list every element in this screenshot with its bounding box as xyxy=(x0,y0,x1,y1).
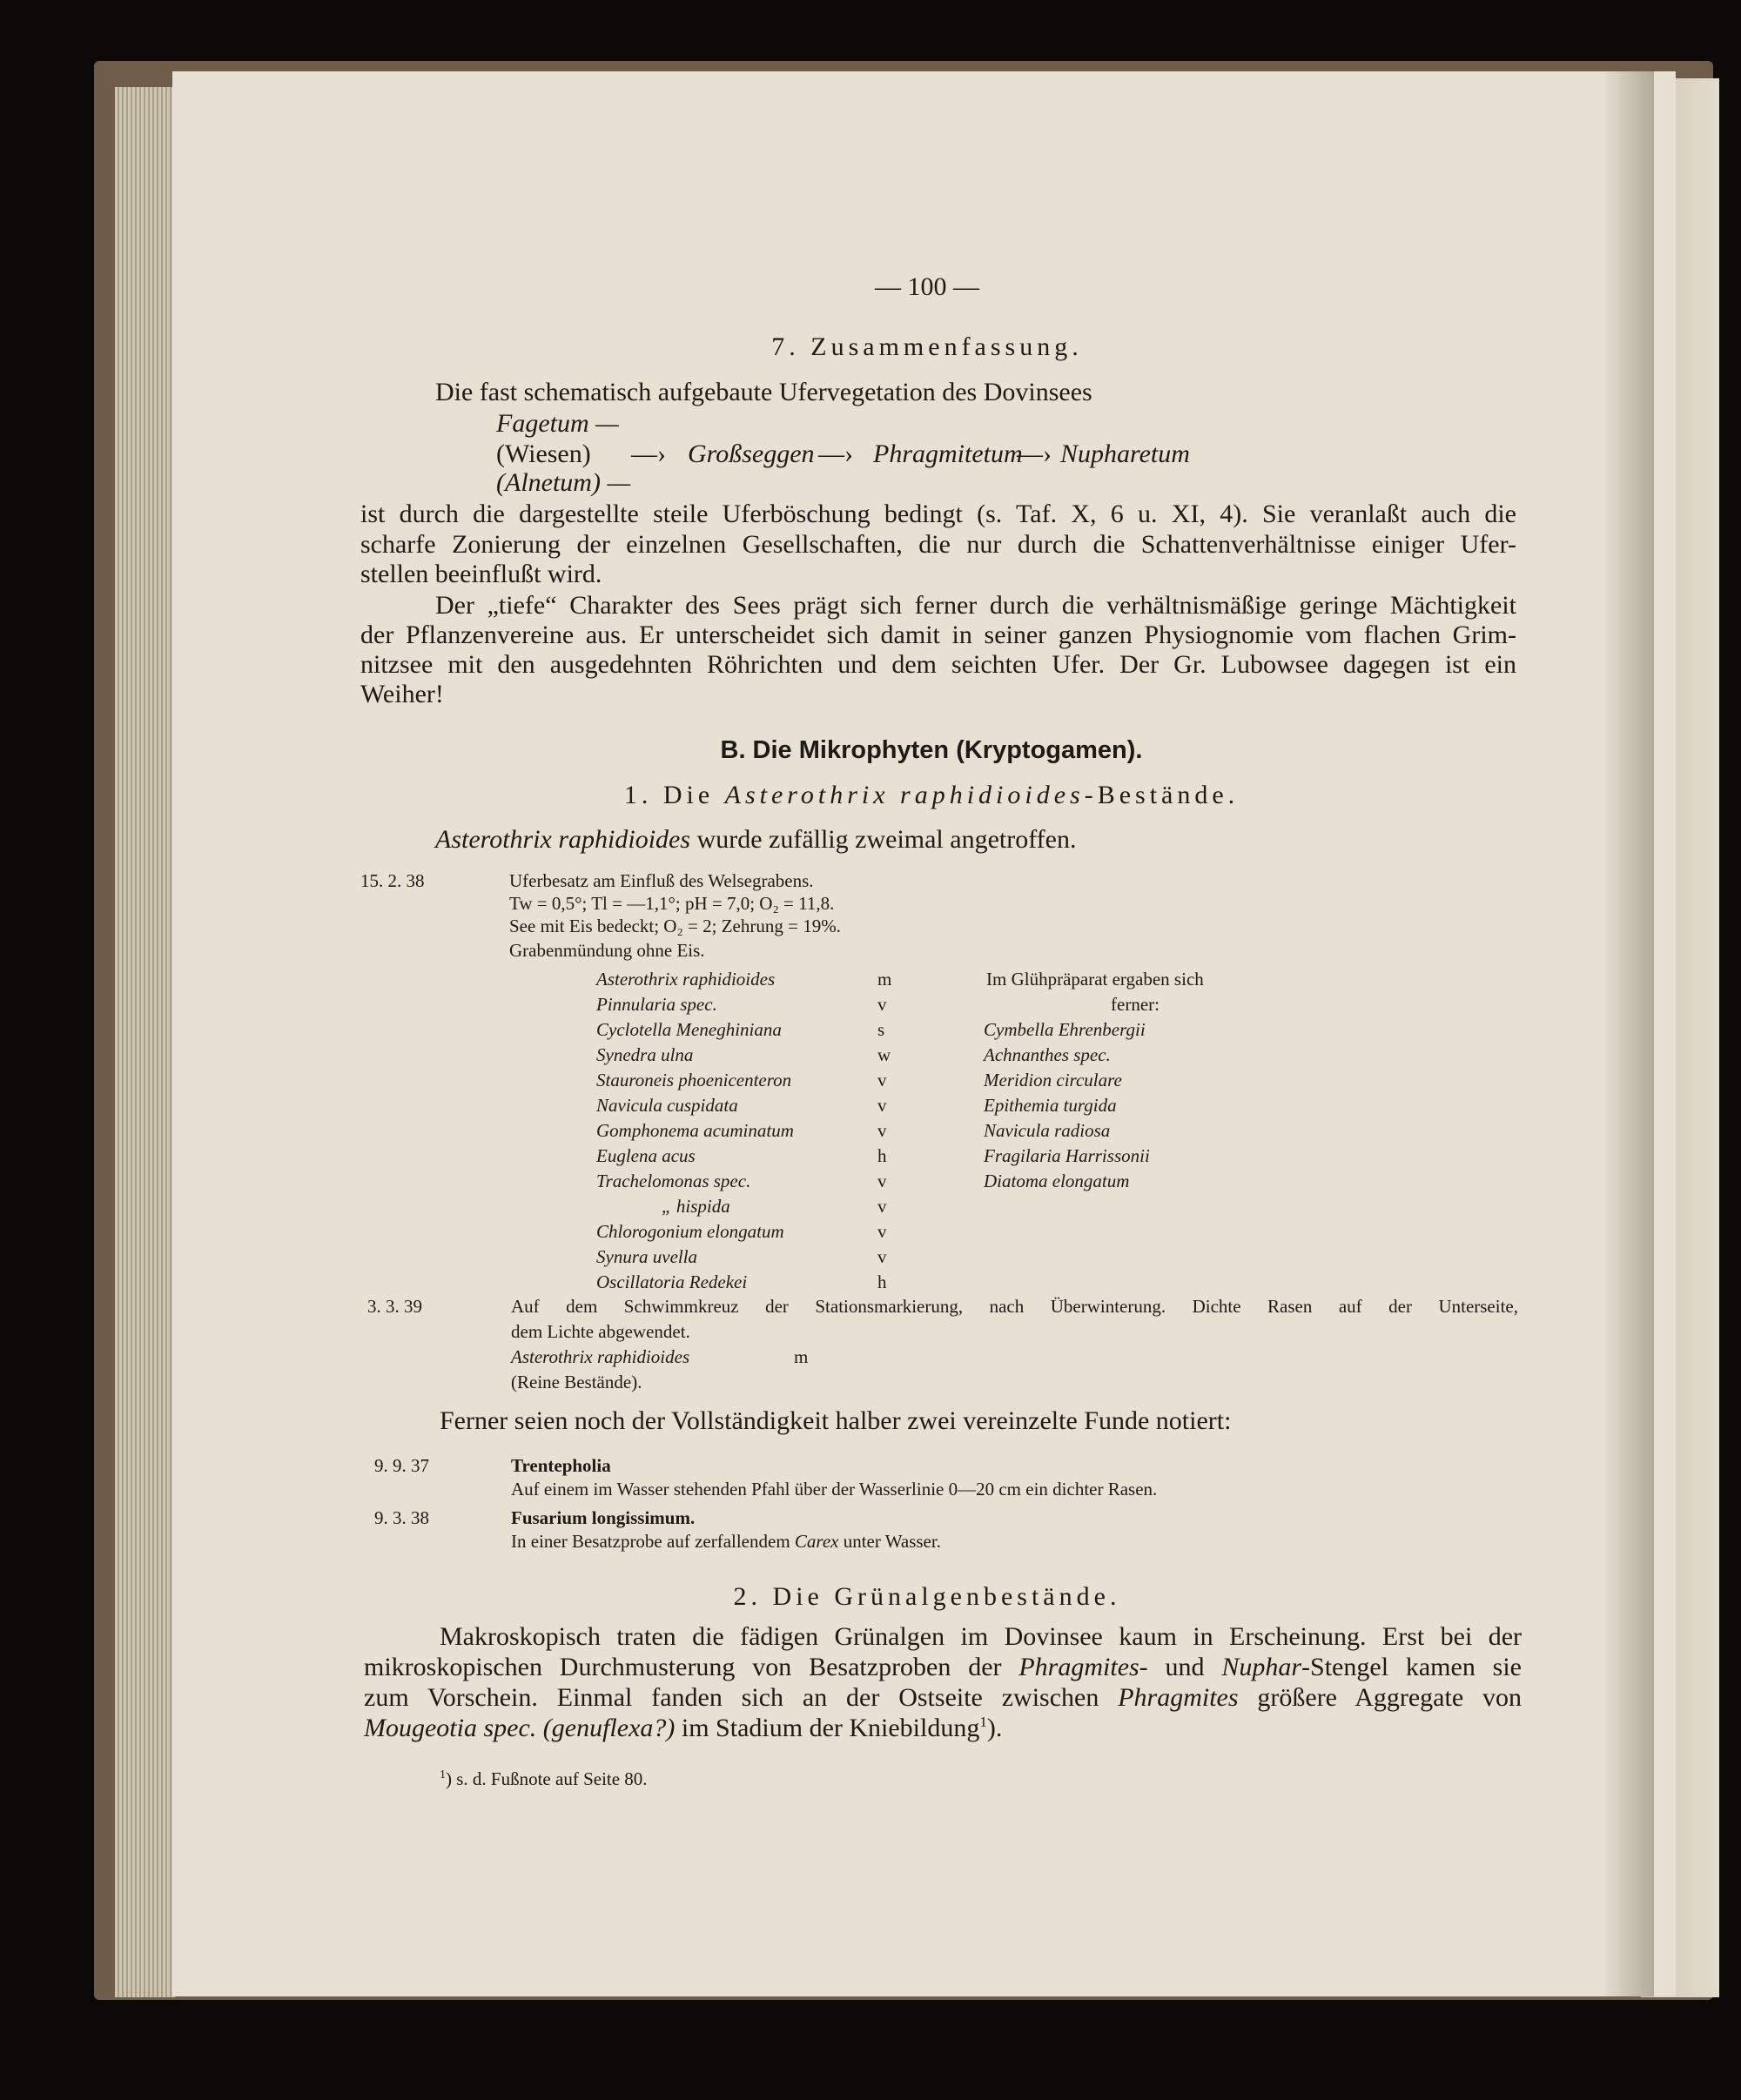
section2-line4: Mougeotia spec. (genuflexa?) im Stadium der Kniebildung$^1$). xyxy=(364,1714,1003,1742)
species-abundance: h xyxy=(877,1271,887,1292)
species-name: Stauroneis phoenicenteron xyxy=(596,1070,792,1090)
gluh-species: Achnanthes spec. xyxy=(984,1044,1111,1065)
species-name: Pinnularia spec. xyxy=(596,994,717,1015)
species-name: Chlorogonium elongatum xyxy=(596,1221,784,1242)
species-abundance: s xyxy=(877,1019,885,1040)
record2-line2: dem Lichte abgewendet. xyxy=(511,1321,690,1342)
record2-abundance: m xyxy=(794,1346,809,1367)
find1-date: 9. 9. 37 xyxy=(374,1455,429,1476)
find1-desc: Auf einem im Wasser stehenden Pfahl über der Wasserlinie 0—20 cm ein dichter Rasen. xyxy=(511,1479,1158,1500)
species-abundance: v xyxy=(877,1120,887,1141)
gluh-heading-line1: Im Glühpräparat ergaben sich xyxy=(986,969,1204,990)
record1-line2: Tw = 0,5°; Tl = —1,1°; pH = 7,0; O₂ = 11,8. xyxy=(509,893,835,914)
gluh-heading-line2: ferner: xyxy=(1111,994,1160,1015)
record1-date: 15. 2. 38 xyxy=(360,870,425,891)
diagram-arrow-2: —› xyxy=(818,439,853,468)
species-name: Gomphonema acuminatum xyxy=(596,1120,794,1141)
species-abundance: v xyxy=(877,994,887,1015)
find2-desc: In einer Besatzprobe auf zerfallendem Carex unter Wasser. xyxy=(511,1531,941,1552)
record2-note: (Reine Bestände). xyxy=(511,1372,642,1392)
diagram-fagetum: Fagetum — xyxy=(496,409,619,438)
further-intro: Ferner seien noch der Vollständigkeit halber zwei vereinzelte Funde notiert: xyxy=(440,1406,1232,1435)
section-b-heading: B. Die Mikrophyten (Kryptogamen). xyxy=(720,736,1143,764)
gluh-species: Cymbella Ehrenbergii xyxy=(984,1019,1146,1040)
record2-species: Asterothrix raphidioides xyxy=(511,1346,690,1367)
diagram-wiesen: (Wiesen) xyxy=(496,439,591,468)
binding-shadow xyxy=(1602,71,1654,1996)
gluh-species: Diatoma elongatum xyxy=(984,1171,1130,1191)
find2-date: 9. 3. 38 xyxy=(374,1507,429,1528)
species-name: Navicula cuspidata xyxy=(596,1095,738,1116)
diagram-nupharetum: Nupharetum xyxy=(1060,439,1190,468)
section2-line2: mikroskopischen Durchmusterung von Besatzproben der Phragmites- und Nuphar-Stengel kamen sie xyxy=(364,1653,1522,1681)
species-abundance: v xyxy=(877,1095,887,1116)
species-name: Asterothrix raphidioides xyxy=(596,969,776,990)
record1-line4: Grabenmündung ohne Eis. xyxy=(509,940,705,961)
species-abundance: v xyxy=(877,1196,887,1217)
para2-line3: nitzsee mit den ausgedehnten Röhrichten und dem seichten Ufer. Der Gr. Lubowsee dagegen ist ein xyxy=(360,650,1516,679)
subsection-2-heading: 2. Die Grünalgenbestände. xyxy=(733,1582,1121,1611)
diagram-grossseggen: Großseggen xyxy=(688,439,815,468)
species-name: Cyclotella Meneghiniana xyxy=(596,1019,782,1040)
para1-line2: scharfe Zonierung der einzelnen Gesellschaften, die nur durch die Schattenverhältnisse einiger Ufer- xyxy=(360,530,1516,559)
diagram-phragmitetum: Phragmitetum xyxy=(873,439,1023,468)
para2-line2: der Pflanzenvereine aus. Er unterscheidet sich damit in seiner ganzen Physiognomie vom flachen Grim- xyxy=(360,621,1516,649)
para2-line4: Weiher! xyxy=(360,680,444,708)
section2-line3: zum Vorschein. Einmal fanden sich an der Ostseite zwischen Phragmites größere Aggregate von xyxy=(364,1683,1522,1712)
para2-line1: Der „tiefe“ Charakter des Sees prägt sich ferner durch die verhältnismäßige geringe Mächtigkeit xyxy=(435,591,1516,620)
gluh-species: Epithemia turgida xyxy=(984,1095,1117,1116)
species-name: Synura uvella xyxy=(596,1246,698,1267)
gluh-species: Fragilaria Harrissonii xyxy=(984,1145,1150,1166)
summary-intro: Die fast schematisch aufgebaute Ufervegetation des Dovinsees xyxy=(435,378,1092,406)
species-abundance: v xyxy=(877,1070,887,1090)
diagram-alnetum: (Alnetum) — xyxy=(496,468,631,497)
gluh-species: Navicula radiosa xyxy=(984,1120,1111,1141)
find2-name: Fusarium longissimum. xyxy=(511,1507,696,1528)
species-name: Trachelomonas spec. xyxy=(596,1171,751,1191)
species-name: Oscillatoria Redekei xyxy=(596,1271,748,1292)
page-edges xyxy=(115,87,176,1997)
species-name: Synedra ulna xyxy=(596,1044,694,1065)
para1-line1: ist durch die dargestellte steile Uferböschung bedingt (s. Taf. X, 6 u. XI, 4). Sie veranlaßt auch die xyxy=(360,500,1516,528)
section2-line1: Makroskopisch traten die fädigen Grünalgen im Dovinsee kaum in Erscheinung. Erst bei der xyxy=(440,1622,1522,1651)
record2-date: 3. 3. 39 xyxy=(367,1296,422,1317)
species-abundance: v xyxy=(877,1221,887,1242)
record1-line3: See mit Eis bedeckt; O₂ = 2; Zehrung = 19%. xyxy=(509,916,841,936)
species-abundance: v xyxy=(877,1246,887,1267)
species-abundance: m xyxy=(877,969,892,990)
species-abundance: h xyxy=(877,1145,887,1166)
para1-line3: stellen beeinflußt wird. xyxy=(360,560,602,588)
page-number: — 100 — xyxy=(875,272,979,301)
diagram-arrow-3: —› xyxy=(1017,439,1052,468)
subsection-1-heading: 1. Die Asterothrix raphidioides-Bestände. xyxy=(623,781,1240,809)
species-name: Euglena acus xyxy=(596,1145,696,1166)
find1-name: Trentepholia xyxy=(511,1455,611,1476)
species-abundance: w xyxy=(877,1044,891,1065)
diagram-arrow-1: —› xyxy=(631,439,666,468)
record2-line1: Auf dem Schwimmkreuz der Stationsmarkierung, nach Überwinterung. Dichte Rasen auf der Unterseite, xyxy=(511,1296,1518,1317)
species-name: „ hispida xyxy=(662,1196,730,1217)
subsection-1-intro: Asterothrix raphidioides wurde zufällig zweimal angetroffen. xyxy=(435,825,1077,854)
gluh-species: Meridion circulare xyxy=(984,1070,1122,1090)
footnote: $^1$) s. d. Fußnote auf Seite 80. xyxy=(440,1768,648,1789)
record1-line1: Uferbesatz am Einfluß des Welsegrabens. xyxy=(509,870,814,891)
species-abundance: v xyxy=(877,1171,887,1191)
summary-heading: 7. Zusammenfassung. xyxy=(771,332,1083,361)
